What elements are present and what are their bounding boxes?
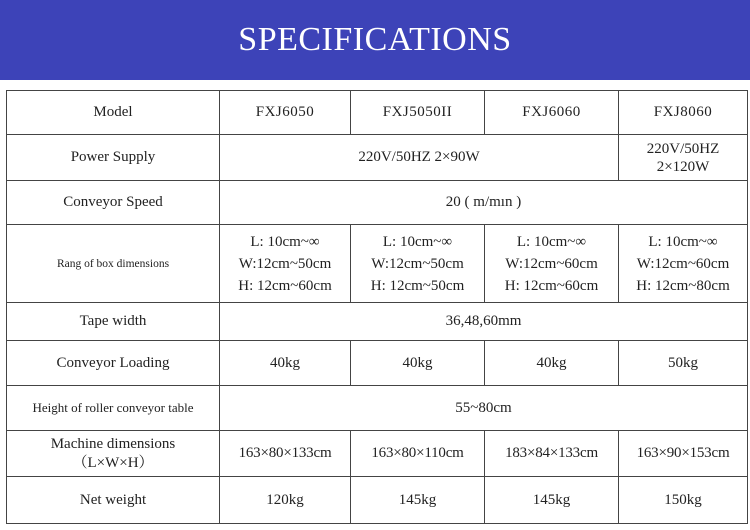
table-row-power [7,135,748,181]
power-fxj8060-cell [619,135,748,181]
power-line: 220V/50HZ [646,140,720,157]
loading-cell: 40kg [485,341,619,386]
table-row-loading [7,341,748,386]
row-label-height: Height of roller conveyor table [7,386,220,431]
range-length: L: 10cm~∞ [250,233,320,250]
net-weight-cell: 145kg [351,477,485,524]
speed-cell: 20 ( m/mın ) [220,181,748,225]
row-label-machine [7,431,220,477]
range-length: L: 10cm~∞ [648,233,718,250]
table-row-box-range [7,225,748,303]
range-width: W:12cm~50cm [238,255,332,272]
table-row-speed [7,181,748,225]
box-range-cell [619,225,748,303]
specifications-sheet [6,90,748,524]
range-width: W:12cm~60cm [636,255,730,272]
range-width: W:12cm~50cm [371,255,464,272]
machine-cell: 163×80×133cm [220,431,351,477]
range-length: L: 10cm~∞ [382,233,453,250]
row-label-box-range: Rang of box dimensions [7,225,220,303]
net-weight-cell: 120kg [220,477,351,524]
range-width: W:12cm~60cm [505,255,598,272]
row-label-net-weight: Net weight [7,477,220,524]
box-range-cell [485,225,619,303]
power-shared-cell: 220V/50HZ 2×90W [220,135,619,181]
loading-cell: 50kg [619,341,748,386]
range-height: H: 12cm~50cm [370,277,465,294]
box-range-cell [220,225,351,303]
loading-cell: 40kg [220,341,351,386]
row-label-model: Model [7,91,220,135]
range-height: H: 12cm~80cm [636,277,730,294]
row-label-power: Power Supply [7,135,220,181]
table-row-machine [7,431,748,477]
loading-cell: 40kg [351,341,485,386]
range-height: H: 12cm~60cm [238,277,332,294]
table-row-height [7,386,748,431]
row-label-speed: Conveyor Speed [7,181,220,225]
machine-cell: 183×84×133cm [485,431,619,477]
machine-cell: 163×80×110cm [351,431,485,477]
tape-cell: 36,48,60mm [220,303,748,341]
table-row-tape [7,303,748,341]
row-label-loading: Conveyor Loading [7,341,220,386]
model-cell: FXJ5050II [351,91,485,135]
height-cell: 55~80cm [220,386,748,431]
box-range-cell [351,225,485,303]
table-row-model [7,91,748,135]
model-cell: FXJ6060 [485,91,619,135]
table-row-net-weight [7,477,748,524]
net-weight-cell: 145kg [485,477,619,524]
specifications-table [6,90,748,524]
machine-cell: 163×90×153cm [619,431,748,477]
power-line: 2×120W [656,158,710,175]
row-label-tape: Tape width [7,303,220,341]
range-height: H: 12cm~60cm [504,277,599,294]
model-cell: FXJ6050 [220,91,351,135]
machine-label-line: （L×W×H） [72,454,154,471]
title-banner [0,0,750,80]
range-length: L: 10cm~∞ [516,233,587,250]
model-cell: FXJ8060 [619,91,748,135]
page-title: SPECIFICATIONS [238,21,512,58]
machine-label-line: Machine dimensions [50,435,176,452]
net-weight-cell: 150kg [619,477,748,524]
